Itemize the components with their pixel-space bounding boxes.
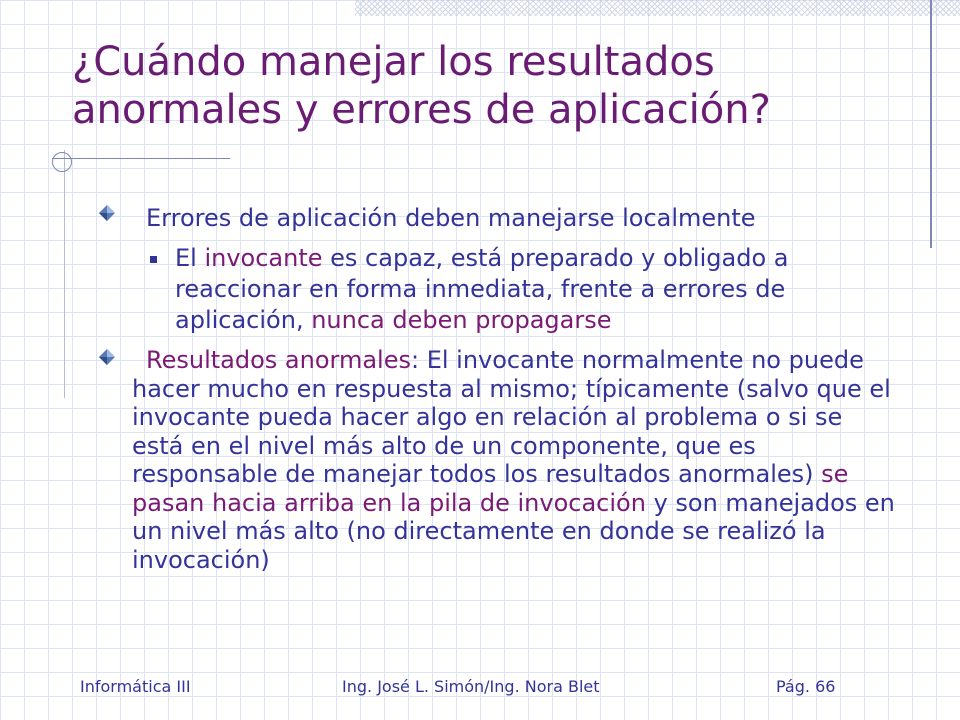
- sub-bullet-nunca-propagarse: nunca deben propagarse: [311, 306, 612, 334]
- bullet-resultados-text-1: : El invocante normalmente no puede hacer mucho en respuesta al mismo; típicamente (salvo que el invocante pueda hacer algo en relación al problema o si se está en el nivel más alto de un componente, que es responsable de manejar todos los resultados anormales): [132, 346, 891, 488]
- decorative-vertical-line: [930, 0, 932, 248]
- sub-bullet-text-2: es capaz, está preparado y obligado a reaccionar en forma inmediata, frente a errores de aplicación,: [175, 244, 789, 334]
- bullet-errores-aplicacion: Errores de aplicación deben manejarse localmente: [146, 204, 756, 232]
- bullet-resultados-highlight: se pasan hacia arriba en la pila de invocación: [132, 460, 849, 517]
- footer-page-number: Pág. 66: [776, 677, 836, 696]
- square-bullet-icon: [150, 256, 157, 263]
- bullet-resultados-anormales-term: Resultados anormales: [146, 346, 411, 374]
- footer-authors: Ing. José L. Simón/Ing. Nora Blet: [342, 677, 600, 696]
- slide-title: ¿Cuándo manejar los resultados anormales y errores de aplicación?: [72, 39, 771, 133]
- diamond-bullet-icon: [98, 204, 116, 222]
- bullet-resultados-text-2: y son manejados en un nivel más alto (no directamente en donde se realizó la invocación): [132, 488, 895, 574]
- decorative-horizontal-line: [52, 158, 230, 159]
- sub-bullet-invocante-term: invocante: [204, 244, 323, 272]
- decorative-circle: [52, 152, 72, 172]
- decorative-hatch-band: [355, 0, 960, 16]
- sub-bullet-text-1: El: [175, 244, 205, 272]
- decorative-vertical-line-left: [64, 150, 65, 398]
- bullet-resultados-anormales: [132, 346, 897, 574]
- diamond-bullet-icon: [98, 348, 116, 366]
- footer-course: Informática III: [80, 677, 191, 696]
- sub-bullet-invocante: [175, 243, 900, 336]
